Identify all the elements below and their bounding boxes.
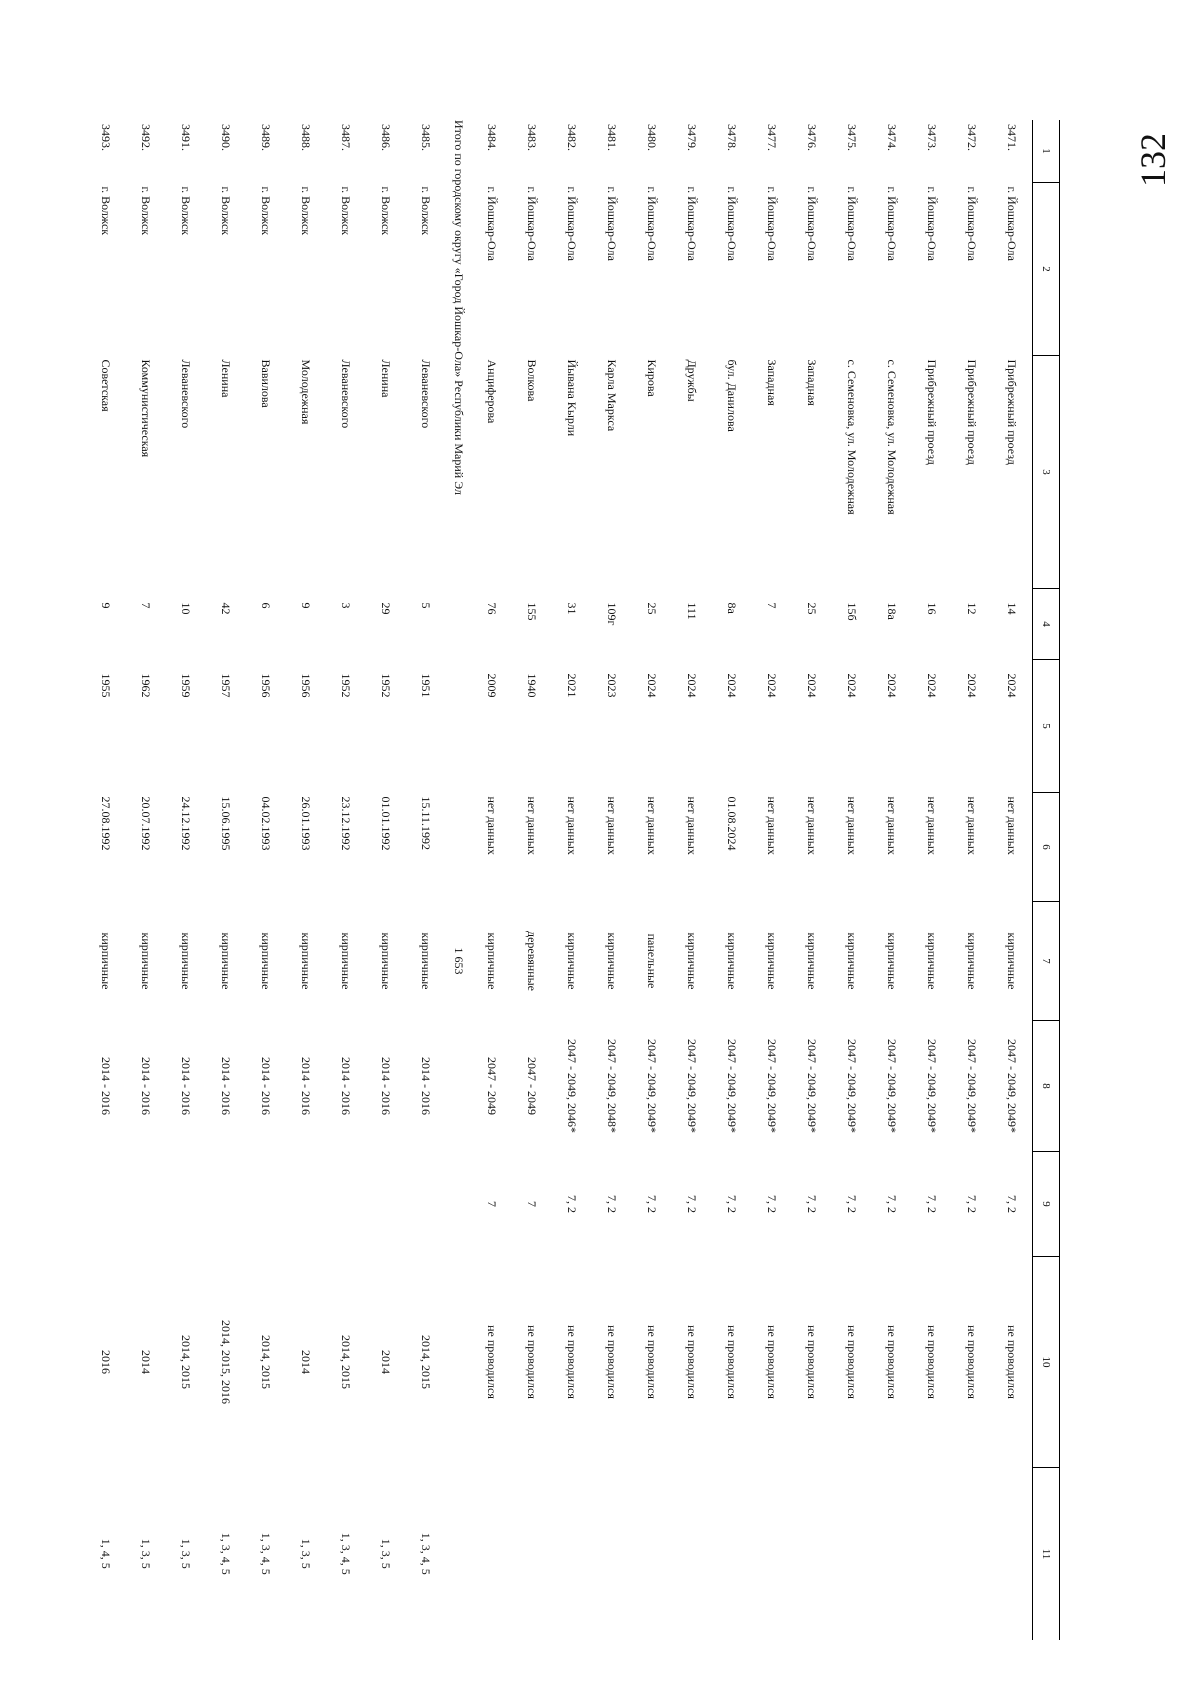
year-cell: 1956 — [259, 673, 274, 698]
header-cell: 6 — [1033, 793, 1060, 902]
row-number-cell: 3493. — [99, 124, 114, 151]
table-row — [126, 120, 166, 1640]
street-cell: Анциферова — [485, 359, 500, 424]
city-cell: г. Волжск — [139, 186, 154, 236]
code-cell — [912, 1468, 952, 1641]
house-number-cell: 25 — [805, 602, 820, 615]
repair-period-cell: 2047 - 2049, 2048* — [605, 1039, 620, 1133]
wall-material-cell: кирпичные — [845, 932, 860, 990]
row-number-cell: 3489. — [259, 124, 274, 151]
header-cell: 7 — [1033, 902, 1060, 1021]
code-cell — [752, 1468, 792, 1641]
table-row — [166, 120, 206, 1640]
works-cell: 7, 2 — [1005, 1195, 1020, 1213]
year-cell: 2024 — [725, 673, 740, 698]
wall-material-cell: кирпичные — [765, 932, 780, 990]
row-number-cell: 3492. — [139, 124, 154, 151]
house-number-cell: 9 — [99, 602, 114, 609]
survey-cell: 2016 — [99, 1350, 114, 1374]
street-cell: Западная — [765, 359, 780, 406]
code-cell — [472, 1468, 512, 1641]
year-cell: 2024 — [885, 673, 900, 698]
row-number-cell: 3479. — [685, 124, 700, 151]
wall-material-cell: кирпичные — [485, 932, 500, 990]
wall-material-cell: деревянные — [525, 930, 540, 992]
house-number-cell: 29 — [379, 602, 394, 615]
street-cell: Йывана Кырли — [565, 359, 580, 437]
repair-period-cell: 2047 - 2049, 2049* — [685, 1039, 700, 1133]
repair-period-cell: 2047 - 2049, 2049* — [845, 1039, 860, 1133]
code-cell — [992, 1468, 1033, 1641]
survey-cell: не проводился — [685, 1325, 700, 1399]
code-cell: 1, 3, 4, 5 — [259, 1532, 274, 1575]
total-row — [446, 120, 472, 1640]
house-number-cell: 3 — [339, 602, 354, 609]
house-number-cell: 25 — [645, 602, 660, 615]
city-cell: г. Йошкар-Ола — [765, 186, 780, 261]
wall-material-cell: кирпичные — [805, 932, 820, 990]
survey-cell: не проводился — [1005, 1325, 1020, 1399]
header-row — [1033, 120, 1060, 1640]
code-cell: 1, 3, 5 — [299, 1538, 314, 1569]
code-cell: 1, 4, 5 — [99, 1538, 114, 1569]
date-cell: 20.07.1992 — [139, 796, 154, 851]
year-cell: 1952 — [339, 673, 354, 698]
survey-cell: 2014, 2015 — [179, 1335, 194, 1389]
works-cell — [206, 1152, 246, 1257]
street-cell: с. Семеновка, ул. Молодежная — [885, 359, 900, 515]
house-number-cell: 12 — [965, 602, 980, 615]
wall-material-cell: кирпичные — [685, 932, 700, 990]
year-cell: 1952 — [379, 673, 394, 698]
works-cell — [86, 1152, 126, 1257]
year-cell: 2024 — [805, 673, 820, 698]
city-cell: г. Волжск — [259, 186, 274, 236]
wall-material-cell: панельные — [645, 933, 660, 989]
row-number-cell: 3478. — [725, 124, 740, 151]
works-cell: 7 — [485, 1201, 500, 1207]
table-row — [872, 120, 912, 1640]
survey-cell: 2014 — [299, 1350, 314, 1374]
wall-material-cell: кирпичные — [605, 932, 620, 990]
survey-cell: не проводился — [965, 1325, 980, 1399]
repair-period-cell: 2014 - 2016 — [259, 1057, 274, 1115]
date-cell: нет данных — [685, 796, 700, 855]
table-row — [992, 120, 1033, 1640]
header-cell: 8 — [1033, 1021, 1060, 1152]
house-number-cell: 8а — [725, 602, 740, 614]
city-cell: г. Йошкар-Ола — [965, 186, 980, 261]
year-cell: 2023 — [605, 673, 620, 698]
house-number-cell: 111 — [685, 602, 700, 620]
works-cell: 7, 2 — [565, 1195, 580, 1213]
row-number-cell: 3485. — [419, 124, 434, 151]
header-cell: 10 — [1033, 1257, 1060, 1468]
year-cell: 2024 — [1005, 673, 1020, 698]
header-cell: 3 — [1033, 356, 1060, 589]
date-cell: нет данных — [965, 796, 980, 855]
survey-cell: 2014 — [379, 1350, 394, 1374]
works-cell — [166, 1152, 206, 1257]
row-number-cell: 3481. — [605, 124, 620, 151]
table-row — [792, 120, 832, 1640]
wall-material-cell: кирпичные — [885, 932, 900, 990]
wall-material-cell: кирпичные — [419, 932, 434, 990]
header-cell: 11 — [1033, 1468, 1060, 1641]
works-cell: 7 — [525, 1201, 540, 1207]
works-cell — [406, 1152, 446, 1257]
code-cell — [872, 1468, 912, 1641]
date-cell: нет данных — [485, 796, 500, 855]
date-cell: 23.12.1992 — [339, 796, 354, 851]
city-cell: г. Йошкар-Ола — [645, 186, 660, 261]
city-cell: г. Волжск — [179, 186, 194, 236]
street-cell: Леваневского — [179, 359, 194, 429]
street-cell: Прибрежный проезд — [925, 359, 940, 465]
row-number-cell: 3490. — [219, 124, 234, 151]
works-cell — [246, 1152, 286, 1257]
row-number-cell: 3475. — [845, 124, 860, 151]
house-number-cell: 109г — [605, 602, 620, 626]
code-cell: 1, 3, 4, 5 — [219, 1532, 234, 1575]
year-cell: 2009 — [485, 673, 500, 698]
row-number-cell: 3486. — [379, 124, 394, 151]
row-number-cell: 3476. — [805, 124, 820, 151]
repair-period-cell: 2014 - 2016 — [99, 1057, 114, 1115]
survey-cell: не проводился — [765, 1325, 780, 1399]
repair-period-cell: 2014 - 2016 — [179, 1057, 194, 1115]
table-row — [552, 120, 592, 1640]
repair-period-cell: 2047 - 2049, 2049* — [645, 1039, 660, 1133]
works-cell — [126, 1152, 166, 1257]
repair-period-cell: 2014 - 2016 — [139, 1057, 154, 1115]
survey-cell: 2014, 2015 — [259, 1335, 274, 1389]
survey-cell: не проводился — [485, 1325, 500, 1399]
date-cell: 01.08.2024 — [725, 796, 740, 851]
wall-material-cell: кирпичные — [379, 932, 394, 990]
works-cell: 7, 2 — [965, 1195, 980, 1213]
street-cell: Леваневского — [339, 359, 354, 429]
house-number-cell: 76 — [485, 602, 500, 615]
survey-cell: не проводился — [645, 1325, 660, 1399]
total-label: Итого по городскому округу «Город Йошкар-Ола» Республики Марий Эл — [452, 120, 467, 495]
survey-cell: не проводился — [925, 1325, 940, 1399]
street-cell: с. Семеновка, ул. Молодежная — [845, 359, 860, 515]
date-cell: нет данных — [645, 796, 660, 855]
repair-period-cell: 2047 - 2049, 2049* — [965, 1039, 980, 1133]
year-cell: 1959 — [179, 673, 194, 698]
street-cell: Дружбы — [685, 359, 700, 402]
works-cell: 7, 2 — [685, 1195, 700, 1213]
street-cell: Коммунистическая — [139, 359, 154, 458]
city-cell: г. Волжск — [419, 186, 434, 236]
repair-period-cell: 2014 - 2016 — [339, 1057, 354, 1115]
wall-material-cell: кирпичные — [725, 932, 740, 990]
code-cell — [632, 1468, 672, 1641]
row-number-cell: 3487. — [339, 124, 354, 151]
row-number-cell: 3484. — [485, 124, 500, 151]
house-number-cell: 5 — [419, 602, 434, 609]
survey-cell: 2014, 2015 — [419, 1335, 434, 1389]
works-cell — [326, 1152, 366, 1257]
table-row — [912, 120, 952, 1640]
survey-cell: не проводился — [725, 1325, 740, 1399]
row-number-cell: 3488. — [299, 124, 314, 151]
date-cell: 15.06.1995 — [219, 796, 234, 851]
row-number-cell: 3471. — [1005, 124, 1020, 151]
table-row — [952, 120, 992, 1640]
survey-cell: не проводился — [885, 1325, 900, 1399]
table-row — [326, 120, 366, 1640]
wall-material-cell: кирпичные — [259, 932, 274, 990]
survey-cell: не проводился — [845, 1325, 860, 1399]
works-cell: 7, 2 — [645, 1195, 660, 1213]
wall-material-cell: кирпичные — [1005, 932, 1020, 990]
table-header — [1033, 120, 1060, 1640]
city-cell: г. Йошкар-Ола — [925, 186, 940, 261]
house-number-cell: 10 — [179, 602, 194, 615]
date-cell: нет данных — [885, 796, 900, 855]
code-cell — [792, 1468, 832, 1641]
date-cell: 26.01.1993 — [299, 796, 314, 851]
date-cell: 01.01.1992 — [379, 796, 394, 851]
row-number-cell: 3482. — [565, 124, 580, 151]
city-cell: г. Волжск — [299, 186, 314, 236]
table-row — [672, 120, 712, 1640]
street-cell: Прибрежный проезд — [965, 359, 980, 465]
repair-period-cell: 2014 - 2016 — [299, 1057, 314, 1115]
house-number-cell: 18а — [885, 602, 900, 620]
date-cell: 04.02.1993 — [259, 796, 274, 851]
date-cell: нет данных — [845, 796, 860, 855]
works-cell: 7, 2 — [805, 1195, 820, 1213]
total-value: 1 653 — [452, 947, 467, 975]
street-cell: Ленина — [219, 359, 234, 398]
table-row — [286, 120, 326, 1640]
row-number-cell: 3473. — [925, 124, 940, 151]
year-cell: 1962 — [139, 673, 154, 698]
repair-period-cell: 2047 - 2049, 2049* — [925, 1039, 940, 1133]
header-cell: 1 — [1033, 120, 1060, 183]
wall-material-cell: кирпичные — [299, 932, 314, 990]
wall-material-cell: кирпичные — [565, 932, 580, 990]
year-cell: 2024 — [645, 673, 660, 698]
row-number-cell: 3480. — [645, 124, 660, 151]
works-cell: 7, 2 — [605, 1195, 620, 1213]
street-cell: Карла Маркса — [605, 359, 620, 432]
code-cell — [672, 1468, 712, 1641]
code-cell — [552, 1468, 592, 1641]
street-cell: Западная — [805, 359, 820, 406]
city-cell: г. Йошкар-Ола — [845, 186, 860, 261]
repair-period-cell: 2047 - 2049, 2049* — [725, 1039, 740, 1133]
table-row — [366, 120, 406, 1640]
street-cell: Кирова — [645, 359, 660, 397]
year-cell: 1956 — [299, 673, 314, 698]
table-row — [512, 120, 552, 1640]
table-row — [712, 120, 752, 1640]
wall-material-cell: кирпичные — [965, 932, 980, 990]
year-cell: 2021 — [565, 673, 580, 698]
city-cell: г. Йошкар-Ола — [525, 186, 540, 261]
date-cell: нет данных — [605, 796, 620, 855]
city-cell: г. Волжск — [219, 186, 234, 236]
row-number-cell: 3477. — [765, 124, 780, 151]
date-cell: нет данных — [765, 796, 780, 855]
header-cell: 5 — [1033, 660, 1060, 793]
row-number-cell: 3472. — [965, 124, 980, 151]
survey-cell: 2014 — [139, 1350, 154, 1374]
house-number-cell: 7 — [765, 602, 780, 609]
street-cell: Волкова — [525, 359, 540, 402]
city-cell: г. Йошкар-Ола — [1005, 186, 1020, 261]
repair-period-cell: 2047 - 2049, 2049* — [765, 1039, 780, 1133]
year-cell: 1955 — [99, 673, 114, 698]
date-cell: нет данных — [565, 796, 580, 855]
header-cell: 4 — [1033, 589, 1060, 660]
works-cell — [286, 1152, 326, 1257]
house-number-cell: 31 — [565, 602, 580, 615]
table-row — [752, 120, 792, 1640]
works-cell: 7, 2 — [725, 1195, 740, 1213]
repair-period-cell: 2014 - 2016 — [379, 1057, 394, 1115]
wall-material-cell: кирпичные — [925, 932, 940, 990]
city-cell: г. Йошкар-Ола — [885, 186, 900, 261]
street-cell: Вавилова — [259, 359, 274, 408]
date-cell: 27.08.1992 — [99, 796, 114, 851]
city-cell: г. Йошкар-Ола — [725, 186, 740, 261]
survey-cell: не проводился — [525, 1325, 540, 1399]
total-empty — [446, 1021, 472, 1641]
house-number-cell: 7 — [139, 602, 154, 609]
table-row — [592, 120, 632, 1640]
house-number-cell: 155 — [525, 602, 540, 621]
row-number-cell: 3491. — [179, 124, 194, 151]
repair-period-cell: 2047 - 2049 — [525, 1057, 540, 1115]
page-number: 132 — [1133, 133, 1173, 187]
works-cell: 7, 2 — [765, 1195, 780, 1213]
repair-period-cell: 2047 - 2049, 2046* — [565, 1039, 580, 1133]
wall-material-cell: кирпичные — [179, 932, 194, 990]
year-cell: 2024 — [685, 673, 700, 698]
street-cell: бул. Данилова — [725, 359, 740, 432]
table-row — [246, 120, 286, 1640]
house-number-cell: 6 — [259, 602, 274, 609]
year-cell: 1940 — [525, 673, 540, 698]
survey-cell: не проводился — [605, 1325, 620, 1399]
header-cell: 2 — [1033, 183, 1060, 356]
city-cell: г. Йошкар-Ола — [685, 186, 700, 261]
works-cell — [366, 1152, 406, 1257]
city-cell: г. Йошкар-Ола — [485, 186, 500, 261]
survey-cell: не проводился — [565, 1325, 580, 1399]
city-cell: г. Волжск — [379, 186, 394, 236]
table-row — [472, 120, 512, 1640]
date-cell: нет данных — [525, 796, 540, 855]
street-cell: Прибрежный проезд — [1005, 359, 1020, 465]
code-cell: 1, 3, 4, 5 — [339, 1532, 354, 1575]
table-row — [206, 120, 246, 1640]
code-cell: 1, 3, 5 — [179, 1538, 194, 1569]
repair-period-cell: 2014 - 2016 — [219, 1057, 234, 1115]
wall-material-cell: кирпичные — [219, 932, 234, 990]
date-cell: нет данных — [1005, 796, 1020, 855]
house-number-cell: 15б — [845, 602, 860, 621]
house-number-cell: 42 — [219, 602, 234, 615]
wall-material-cell: кирпичные — [339, 932, 354, 990]
wall-material-cell: кирпичные — [99, 932, 114, 990]
works-cell: 7, 2 — [845, 1195, 860, 1213]
house-number-cell: 9 — [299, 602, 314, 609]
date-cell: 15.11.1992 — [419, 796, 434, 851]
street-cell: Советская — [99, 359, 114, 412]
code-cell — [512, 1468, 552, 1641]
table-row — [86, 120, 126, 1640]
row-number-cell: 3474. — [885, 124, 900, 151]
repair-period-cell: 2014 - 2016 — [419, 1057, 434, 1115]
row-number-cell: 3483. — [525, 124, 540, 151]
year-cell: 1957 — [219, 673, 234, 698]
city-cell: г. Йошкар-Ола — [565, 186, 580, 261]
housing-table — [86, 120, 1060, 1640]
wall-material-cell: кирпичные — [139, 932, 154, 990]
year-cell: 2024 — [925, 673, 940, 698]
code-cell — [712, 1468, 752, 1641]
street-cell: Молодежная — [299, 359, 314, 425]
survey-cell: не проводился — [805, 1325, 820, 1399]
code-cell: 1, 3, 4, 5 — [419, 1532, 434, 1575]
code-cell — [832, 1468, 872, 1641]
table-body — [86, 120, 1033, 1640]
survey-cell: 2014, 2015, 2016 — [219, 1320, 234, 1404]
header-cell: 9 — [1033, 1152, 1060, 1257]
housing-table-sheet — [99, 120, 1060, 1630]
code-cell: 1, 3, 5 — [379, 1538, 394, 1569]
city-cell: г. Йошкар-Ола — [805, 186, 820, 261]
year-cell: 2024 — [965, 673, 980, 698]
code-cell — [592, 1468, 632, 1641]
city-cell: г. Йошкар-Ола — [605, 186, 620, 261]
date-cell: нет данных — [805, 796, 820, 855]
street-cell: Ленина — [379, 359, 394, 398]
works-cell: 7, 2 — [925, 1195, 940, 1213]
city-cell: г. Волжск — [339, 186, 354, 236]
date-cell: нет данных — [925, 796, 940, 855]
works-cell: 7, 2 — [885, 1195, 900, 1213]
house-number-cell: 16 — [925, 602, 940, 615]
year-cell: 1951 — [419, 673, 434, 698]
year-cell: 2024 — [845, 673, 860, 698]
repair-period-cell: 2047 - 2049 — [485, 1057, 500, 1115]
date-cell: 24.12.1992 — [179, 796, 194, 851]
repair-period-cell: 2047 - 2049, 2049* — [805, 1039, 820, 1133]
survey-cell: 2014, 2015 — [339, 1335, 354, 1389]
table-row — [832, 120, 872, 1640]
city-cell: г. Волжск — [99, 186, 114, 236]
street-cell: Леваневского — [419, 359, 434, 429]
table-row — [632, 120, 672, 1640]
table-row — [406, 120, 446, 1640]
code-cell: 1, 3, 5 — [139, 1538, 154, 1569]
repair-period-cell: 2047 - 2049, 2049* — [885, 1039, 900, 1133]
house-number-cell: 14 — [1005, 602, 1020, 615]
code-cell — [952, 1468, 992, 1641]
year-cell: 2024 — [765, 673, 780, 698]
repair-period-cell: 2047 - 2049, 2049* — [1005, 1039, 1020, 1133]
